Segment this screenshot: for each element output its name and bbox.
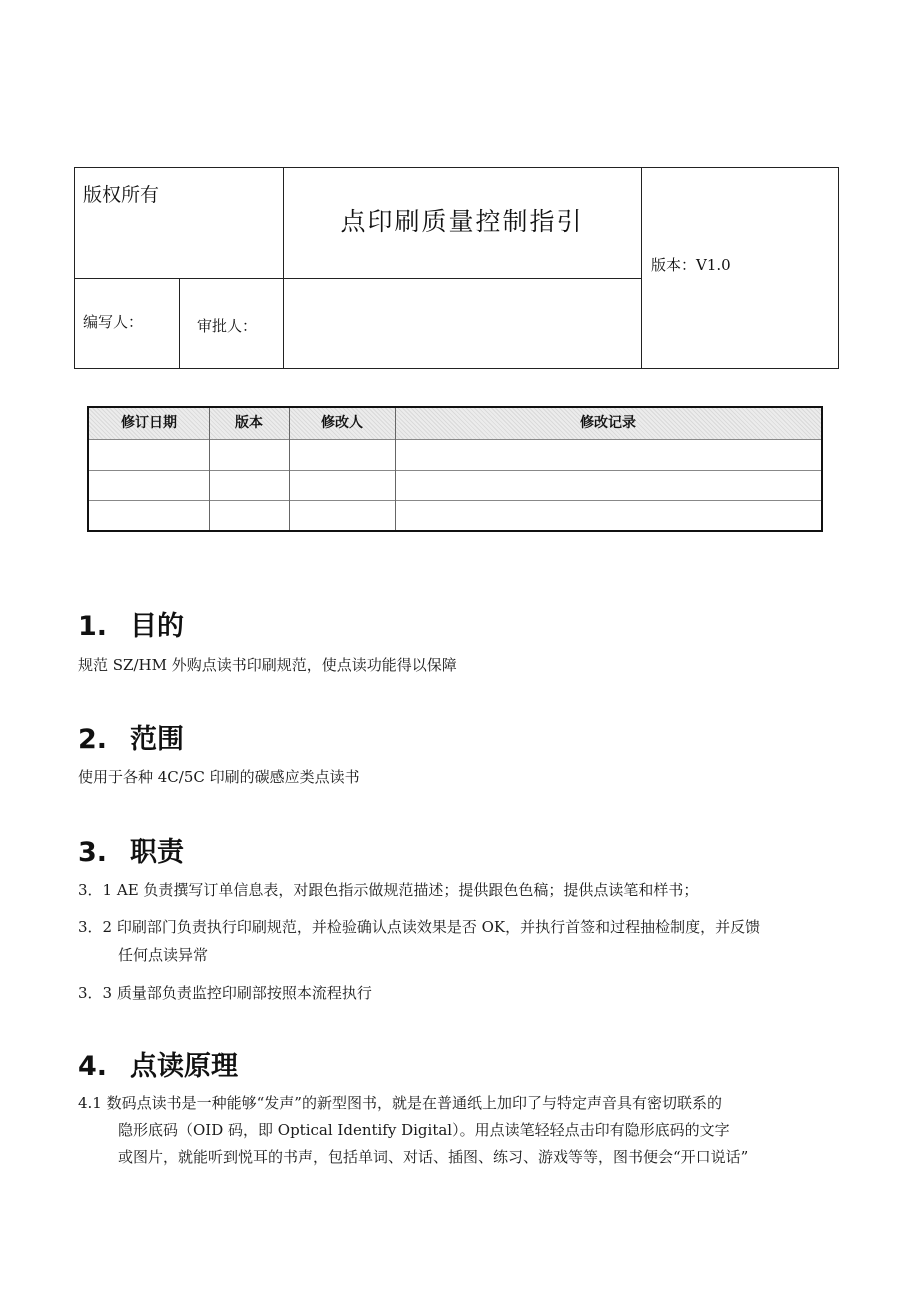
paragraph: 3．1 AE 负责撰写订单信息表，对跟色指示做规范描述；提供跟色色稿；提供点读笔和样书； bbox=[78, 881, 699, 899]
paragraph: 使用于各种 4C/5C 印刷的碳感应类点读书 bbox=[78, 768, 360, 786]
paragraph: 规范 SZ/HM 外购点读书印刷规范，使点读功能得以保障 bbox=[78, 656, 457, 674]
divider bbox=[283, 168, 284, 368]
section-number: 1. bbox=[78, 611, 108, 642]
divider bbox=[75, 278, 641, 279]
section-heading bbox=[78, 604, 184, 643]
author-label: 编写人： bbox=[83, 313, 144, 331]
revision-table bbox=[87, 406, 823, 532]
column-header-date: 修订日期 bbox=[121, 415, 177, 431]
column-header-version: 版本 bbox=[235, 415, 263, 431]
paragraph-continuation: 或图片，就能听到悦耳的书声，包括单词、对话、插图、练习、游戏等等，图书便会“开口说话” bbox=[118, 1148, 749, 1166]
paragraph: 3．3 质量部负责监控印刷部按照本流程执行 bbox=[78, 984, 372, 1002]
document-title: 点印刷质量控制指引 bbox=[340, 207, 584, 236]
version-label: 版本：V1.0 bbox=[651, 256, 731, 274]
section-number: 3. bbox=[78, 837, 108, 868]
approver-label: 审批人： bbox=[197, 317, 258, 335]
section-number: 4. bbox=[78, 1051, 108, 1082]
divider bbox=[179, 278, 180, 368]
paragraph-continuation: 任何点读异常 bbox=[118, 946, 209, 964]
row-divider bbox=[89, 439, 821, 440]
section-title: 点读原理 bbox=[130, 1051, 238, 1082]
section-heading bbox=[78, 717, 184, 756]
copyright-label: 版权所有 bbox=[83, 184, 160, 206]
document-header-box bbox=[74, 167, 839, 369]
row-divider bbox=[89, 470, 821, 471]
section-title: 职责 bbox=[130, 837, 184, 868]
paragraph: 3．2 印刷部门负责执行印刷规范，并检验确认点读效果是否 OK，并执行首签和过程抽检制度，并反馈 bbox=[78, 918, 761, 936]
section-heading bbox=[78, 1044, 238, 1083]
column-header-editor: 修改人 bbox=[321, 415, 363, 431]
section-title: 范围 bbox=[130, 724, 184, 755]
section-heading bbox=[78, 830, 184, 869]
divider bbox=[641, 168, 642, 368]
section-number: 2. bbox=[78, 724, 108, 755]
paragraph: 4.1 数码点读书是一种能够“发声”的新型图书，就是在普通纸上加印了与特定声音具有密切联系的 bbox=[78, 1094, 722, 1112]
row-divider bbox=[89, 500, 821, 501]
paragraph-continuation: 隐形底码（OID 码，即 Optical Identify Digital）。用点读笔轻轻点击印有隐形底码的文字 bbox=[118, 1121, 730, 1139]
column-header-record: 修改记录 bbox=[580, 415, 636, 431]
section-title: 目的 bbox=[130, 611, 184, 642]
